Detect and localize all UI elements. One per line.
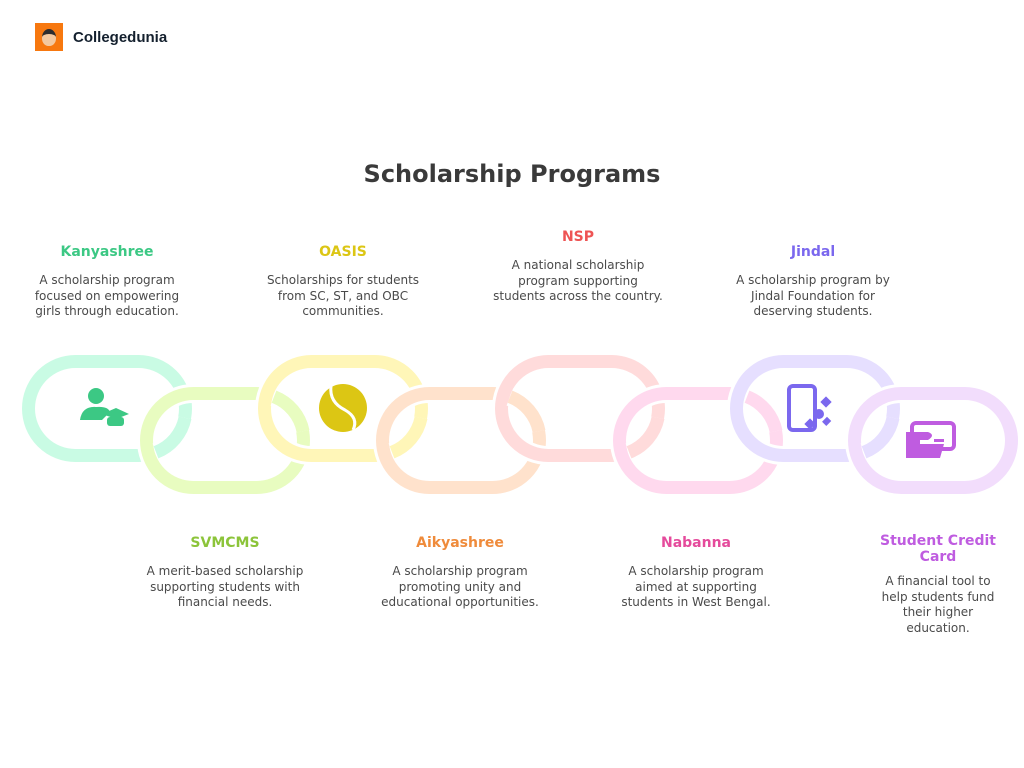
program-description: A scholarship program promoting unity and educational opportunities. [381,564,539,609]
chain-link-overlap [274,397,303,431]
program-description: A merit-based scholarship supporting students with financial needs. [146,564,304,609]
program-title: Student Credit Card [880,533,996,565]
program-description: A scholarship program focused on empowering girls through education. [34,273,180,318]
program-title: NSP [561,229,595,245]
program-student-credit-card [873,533,1003,636]
program-title: OASIS [319,244,367,260]
program-title: SVMCMS [190,535,260,551]
program-oasis [258,244,428,320]
program-description: A national scholarship program supporting students across the country. [493,258,663,303]
program-description: Scholarships for students from SC, ST, and OBC communities. [266,273,420,318]
chain-link-overlap [392,418,421,452]
tennis-ball-icon [319,384,367,432]
chain-link-overlap [864,418,893,452]
program-nabanna [611,535,781,611]
program-title: Jindal [790,244,836,260]
program-description: A scholarship program by Jindal Foundation for deserving students. [736,273,890,318]
program-description: A financial tool to help students fund their higher education. [881,574,995,635]
program-title: Nabanna [660,535,731,551]
program-title: Aikyashree [416,535,504,551]
program-title: Kanyashree [60,244,154,260]
credit-card-hand-icon [906,423,954,458]
chain-link-overlap [747,397,776,431]
chain-link-overlap [156,418,185,452]
diagram-title: Scholarship Programs [363,160,661,188]
program-aikyashree [375,535,545,611]
program-nsp [493,229,663,305]
program-description: A scholarship program aimed at supporting students in West Bengal. [621,564,771,609]
chain-link-overlap [629,418,658,452]
student-girl-icon [80,388,129,426]
brand-name: Collegedunia [73,28,168,46]
program-jindal [728,244,898,320]
program-svmcms [140,535,310,611]
program-kanyashree [22,244,192,320]
certificate-icon [789,386,832,430]
